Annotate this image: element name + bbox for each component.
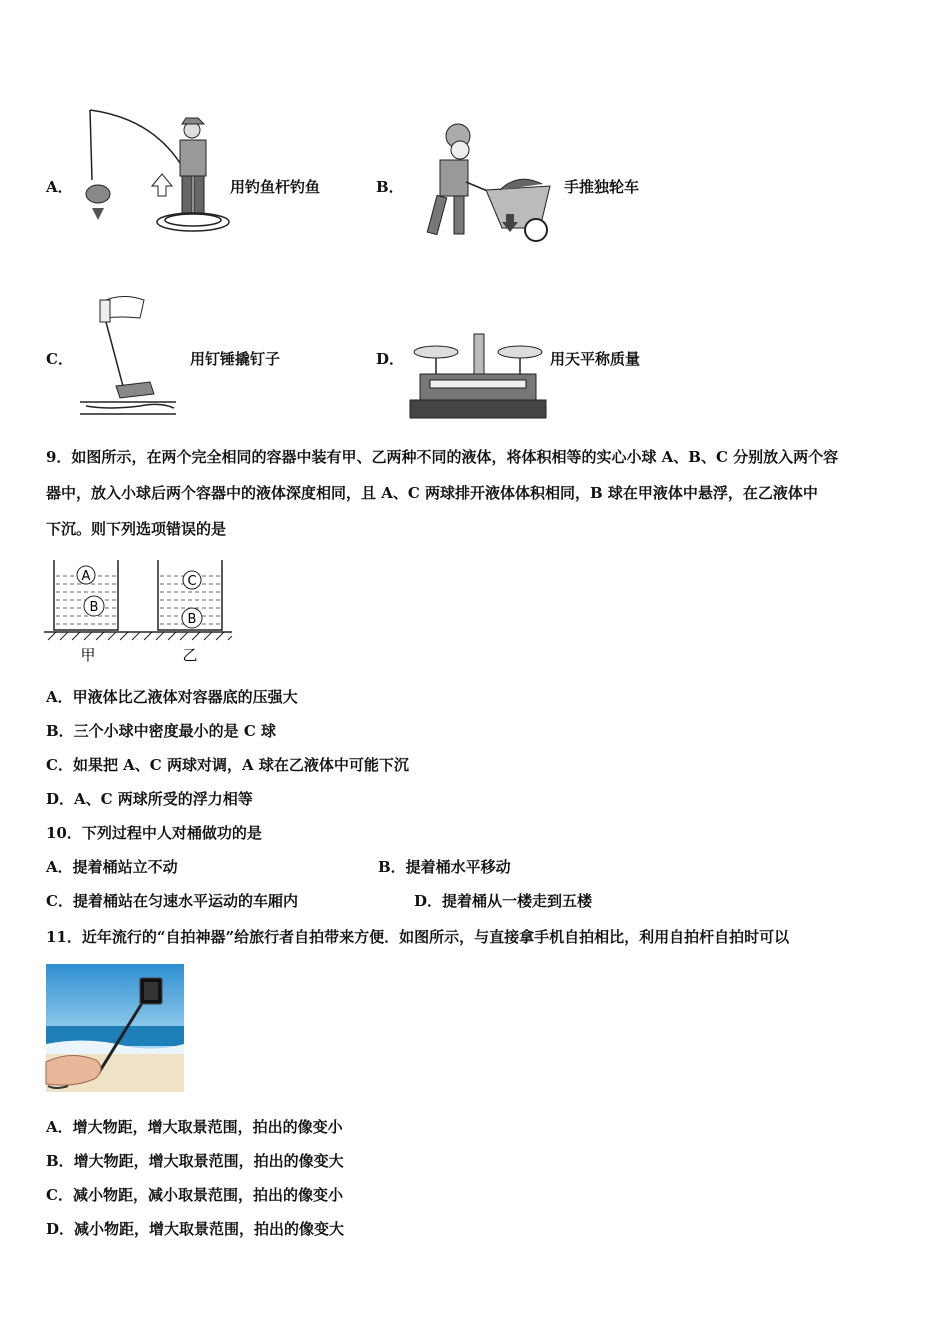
- q10-option-a[interactable]: A．提着桶站立不动: [46, 858, 178, 876]
- q9-option-b[interactable]: B．三个小球中密度最小的是 C 球: [46, 722, 277, 740]
- hammer-nail-illustration: [80, 290, 180, 420]
- q11-option-c[interactable]: C．减小物距，减小取景范围，拍出的像变小: [46, 1186, 343, 1204]
- container-label-yi: 乙: [182, 646, 198, 664]
- q9-option-a[interactable]: A．甲液体比乙液体对容器底的压强大: [46, 688, 298, 706]
- ball-c-label: C: [187, 574, 197, 589]
- wheelbarrow-illustration: [410, 120, 560, 244]
- q10-stem: 10．下列过程中人对桶做功的是: [46, 824, 262, 842]
- q9-stem-line-2: 器中，放入小球后两个容器中的液体深度相同，且 A、C 两球排开液体体积相同，B 球在甲液体中悬浮，在乙液体中: [46, 484, 818, 502]
- q10-option-c[interactable]: C．提着桶站在匀速水平运动的车厢内: [46, 892, 298, 910]
- q8-option-d-caption: 用天平称质量: [550, 350, 641, 368]
- q9-stem-line-1: 9．如图所示，在两个完全相同的容器中装有甲、乙两种不同的液体，将体积相等的实心小球 A、B、C 分别放入两个容: [46, 448, 839, 466]
- ball-a-label: A: [81, 569, 91, 584]
- q8-option-b-caption: 手推独轮车: [564, 178, 640, 196]
- q11-option-d[interactable]: D．减小物距，增大取景范围，拍出的像变大: [46, 1220, 345, 1238]
- q10-option-d[interactable]: D．提着桶从一楼走到五楼: [414, 892, 593, 910]
- q9-option-c[interactable]: C．如果把 A、C 两球对调，A 球在乙液体中可能下沉: [46, 756, 409, 774]
- q10-option-b[interactable]: B．提着桶水平移动: [378, 858, 511, 876]
- container-label-jia: 甲: [80, 646, 96, 664]
- selfie-stick-photo: [46, 964, 184, 1092]
- q9-containers-figure: [44, 558, 234, 666]
- q9-stem-line-3: 下沉。则下列选项错误的是: [46, 520, 227, 538]
- q11-stem: 11．近年流行的“自拍神器”给旅行者自拍带来方便．如图所示，与直接拿手机自拍相比，利用自拍杆自拍时可以: [46, 928, 790, 946]
- fishing-illustration: [80, 108, 220, 236]
- q8-option-c-letter: C．: [46, 350, 73, 368]
- q8-option-b-letter: B．: [376, 178, 404, 196]
- balance-scale-illustration: [408, 330, 548, 422]
- q8-option-a-caption: 用钓鱼杆钓鱼: [230, 178, 321, 196]
- q8-option-d-letter: D．: [376, 350, 405, 368]
- ball-b-right-label: B: [187, 612, 197, 627]
- q8-option-c-caption: 用钉锤撬钉子: [190, 350, 281, 368]
- q11-option-a[interactable]: A．增大物距，增大取景范围，拍出的像变小: [46, 1118, 343, 1136]
- q9-option-d[interactable]: D．A、C 两球所受的浮力相等: [46, 790, 253, 808]
- q11-option-b[interactable]: B．增大物距，增大取景范围，拍出的像变大: [46, 1152, 344, 1170]
- q8-option-a-letter: A．: [46, 178, 73, 196]
- ball-b-left-label: B: [89, 600, 99, 615]
